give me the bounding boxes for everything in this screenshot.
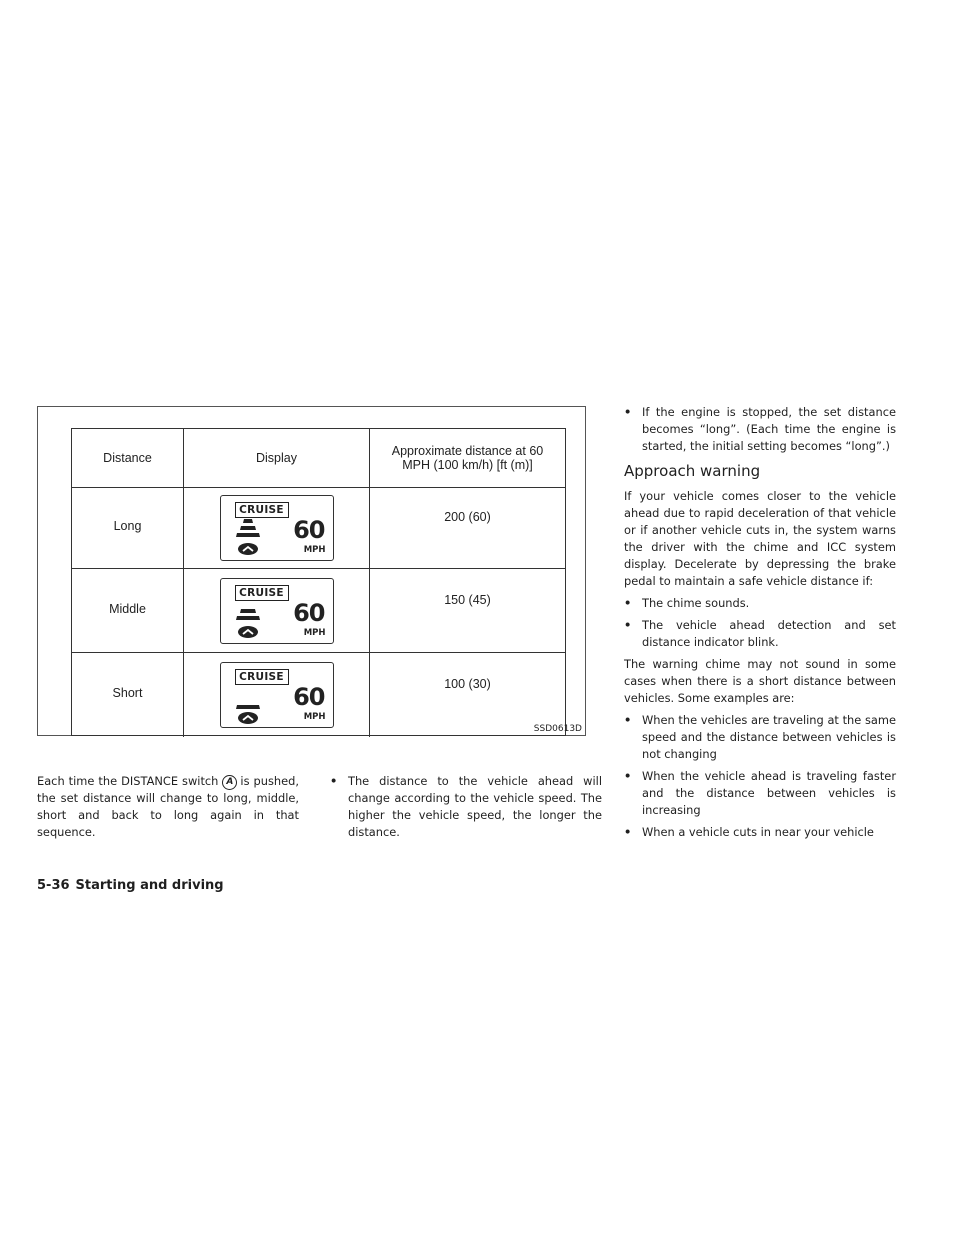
list-item: • The vehicle ahead detection and set distance indicator blink. bbox=[624, 618, 896, 649]
set-speed: 60 bbox=[293, 598, 325, 627]
icc-display bbox=[220, 578, 334, 644]
speed-unit: MPH bbox=[303, 627, 326, 638]
table-row bbox=[72, 488, 565, 569]
section-heading: Approach warning bbox=[624, 462, 761, 480]
header-display: Display bbox=[184, 429, 370, 487]
page-number: 5-36 bbox=[37, 878, 70, 893]
approach-warning-paragraph: If your vehicle comes closer to the vehicle ahead due to rapid deceleration of that vehicle or if another vehicle cuts in, the system warns the driver with the chime and ICC system display. Decelerate by depressing the brake pedal to maintain a safe vehicle distance if: bbox=[624, 489, 896, 588]
distance-label: Short bbox=[112, 686, 143, 700]
set-speed: 60 bbox=[293, 683, 325, 711]
chime-note-paragraph: The warning chime may not sound in some cases when there is a short distance between vehicles. Some examples are: bbox=[624, 657, 896, 705]
bullet-icon: • bbox=[624, 825, 632, 839]
distance-setting-figure bbox=[37, 406, 586, 736]
approx-distance: 200 (60) bbox=[444, 510, 491, 524]
list-item: • When the vehicles are traveling at the same speed and the distance between vehicles is not changing bbox=[624, 713, 896, 761]
bullet-icon: • bbox=[624, 713, 632, 727]
bullet-icon: • bbox=[624, 596, 632, 610]
bullet-icon: • bbox=[624, 405, 632, 419]
cruise-indicator: CRUISE bbox=[235, 669, 289, 685]
table-header-row bbox=[72, 429, 565, 488]
icc-display bbox=[220, 662, 334, 728]
header-distance: Distance bbox=[72, 429, 184, 487]
table-row bbox=[72, 569, 565, 653]
list-item: • When the vehicle ahead is traveling faster and the distance between vehicles is increasing bbox=[624, 769, 896, 817]
header-approx: Approximate distance at 60 MPH (100 km/h) [ft (m)] bbox=[391, 444, 544, 472]
approx-distance: 100 (30) bbox=[444, 677, 491, 691]
set-speed: 60 bbox=[293, 516, 325, 544]
cruise-indicator: CRUISE bbox=[235, 585, 289, 601]
icc-display bbox=[220, 495, 334, 561]
distance-table bbox=[71, 428, 566, 736]
speed-unit: MPH bbox=[303, 712, 326, 722]
list-item: • The distance to the vehicle ahead will change according to the vehicle speed. The higher the vehicle speed, the longer the distance. bbox=[330, 774, 602, 839]
speed-unit: MPH bbox=[303, 545, 326, 555]
distance-label: Long bbox=[113, 519, 142, 533]
distance-switch-paragraph: Each time the DISTANCE switch A is pushed, the set distance will change to long, middle, short and back to long again in that sequence. bbox=[37, 774, 299, 839]
column-1-text bbox=[37, 773, 299, 846]
bullet-icon: • bbox=[624, 769, 632, 783]
page-footer bbox=[37, 878, 224, 893]
distance-short-icon bbox=[231, 685, 265, 725]
figure-code: SSD0613D bbox=[533, 724, 582, 734]
bullet-icon: • bbox=[330, 774, 338, 788]
column-2-text bbox=[330, 773, 602, 846]
section-name: Starting and driving bbox=[75, 878, 224, 893]
distance-label: Middle bbox=[109, 601, 146, 616]
list-item: • If the engine is stopped, the set distance becomes “long”. (Each time the engine is started, the initial setting becomes “long”.) bbox=[624, 405, 896, 453]
column-3-text bbox=[624, 404, 896, 846]
distance-middle-icon bbox=[231, 601, 265, 641]
cruise-indicator: CRUISE bbox=[235, 502, 289, 518]
approx-distance: 150 (45) bbox=[444, 592, 491, 607]
distance-long-icon bbox=[231, 518, 265, 558]
table-row bbox=[72, 653, 565, 737]
list-item: • When a vehicle cuts in near your vehicle bbox=[624, 825, 874, 839]
list-item: • The chime sounds. bbox=[624, 596, 750, 610]
bullet-icon: • bbox=[624, 618, 632, 632]
switch-a-icon: A bbox=[222, 775, 237, 790]
